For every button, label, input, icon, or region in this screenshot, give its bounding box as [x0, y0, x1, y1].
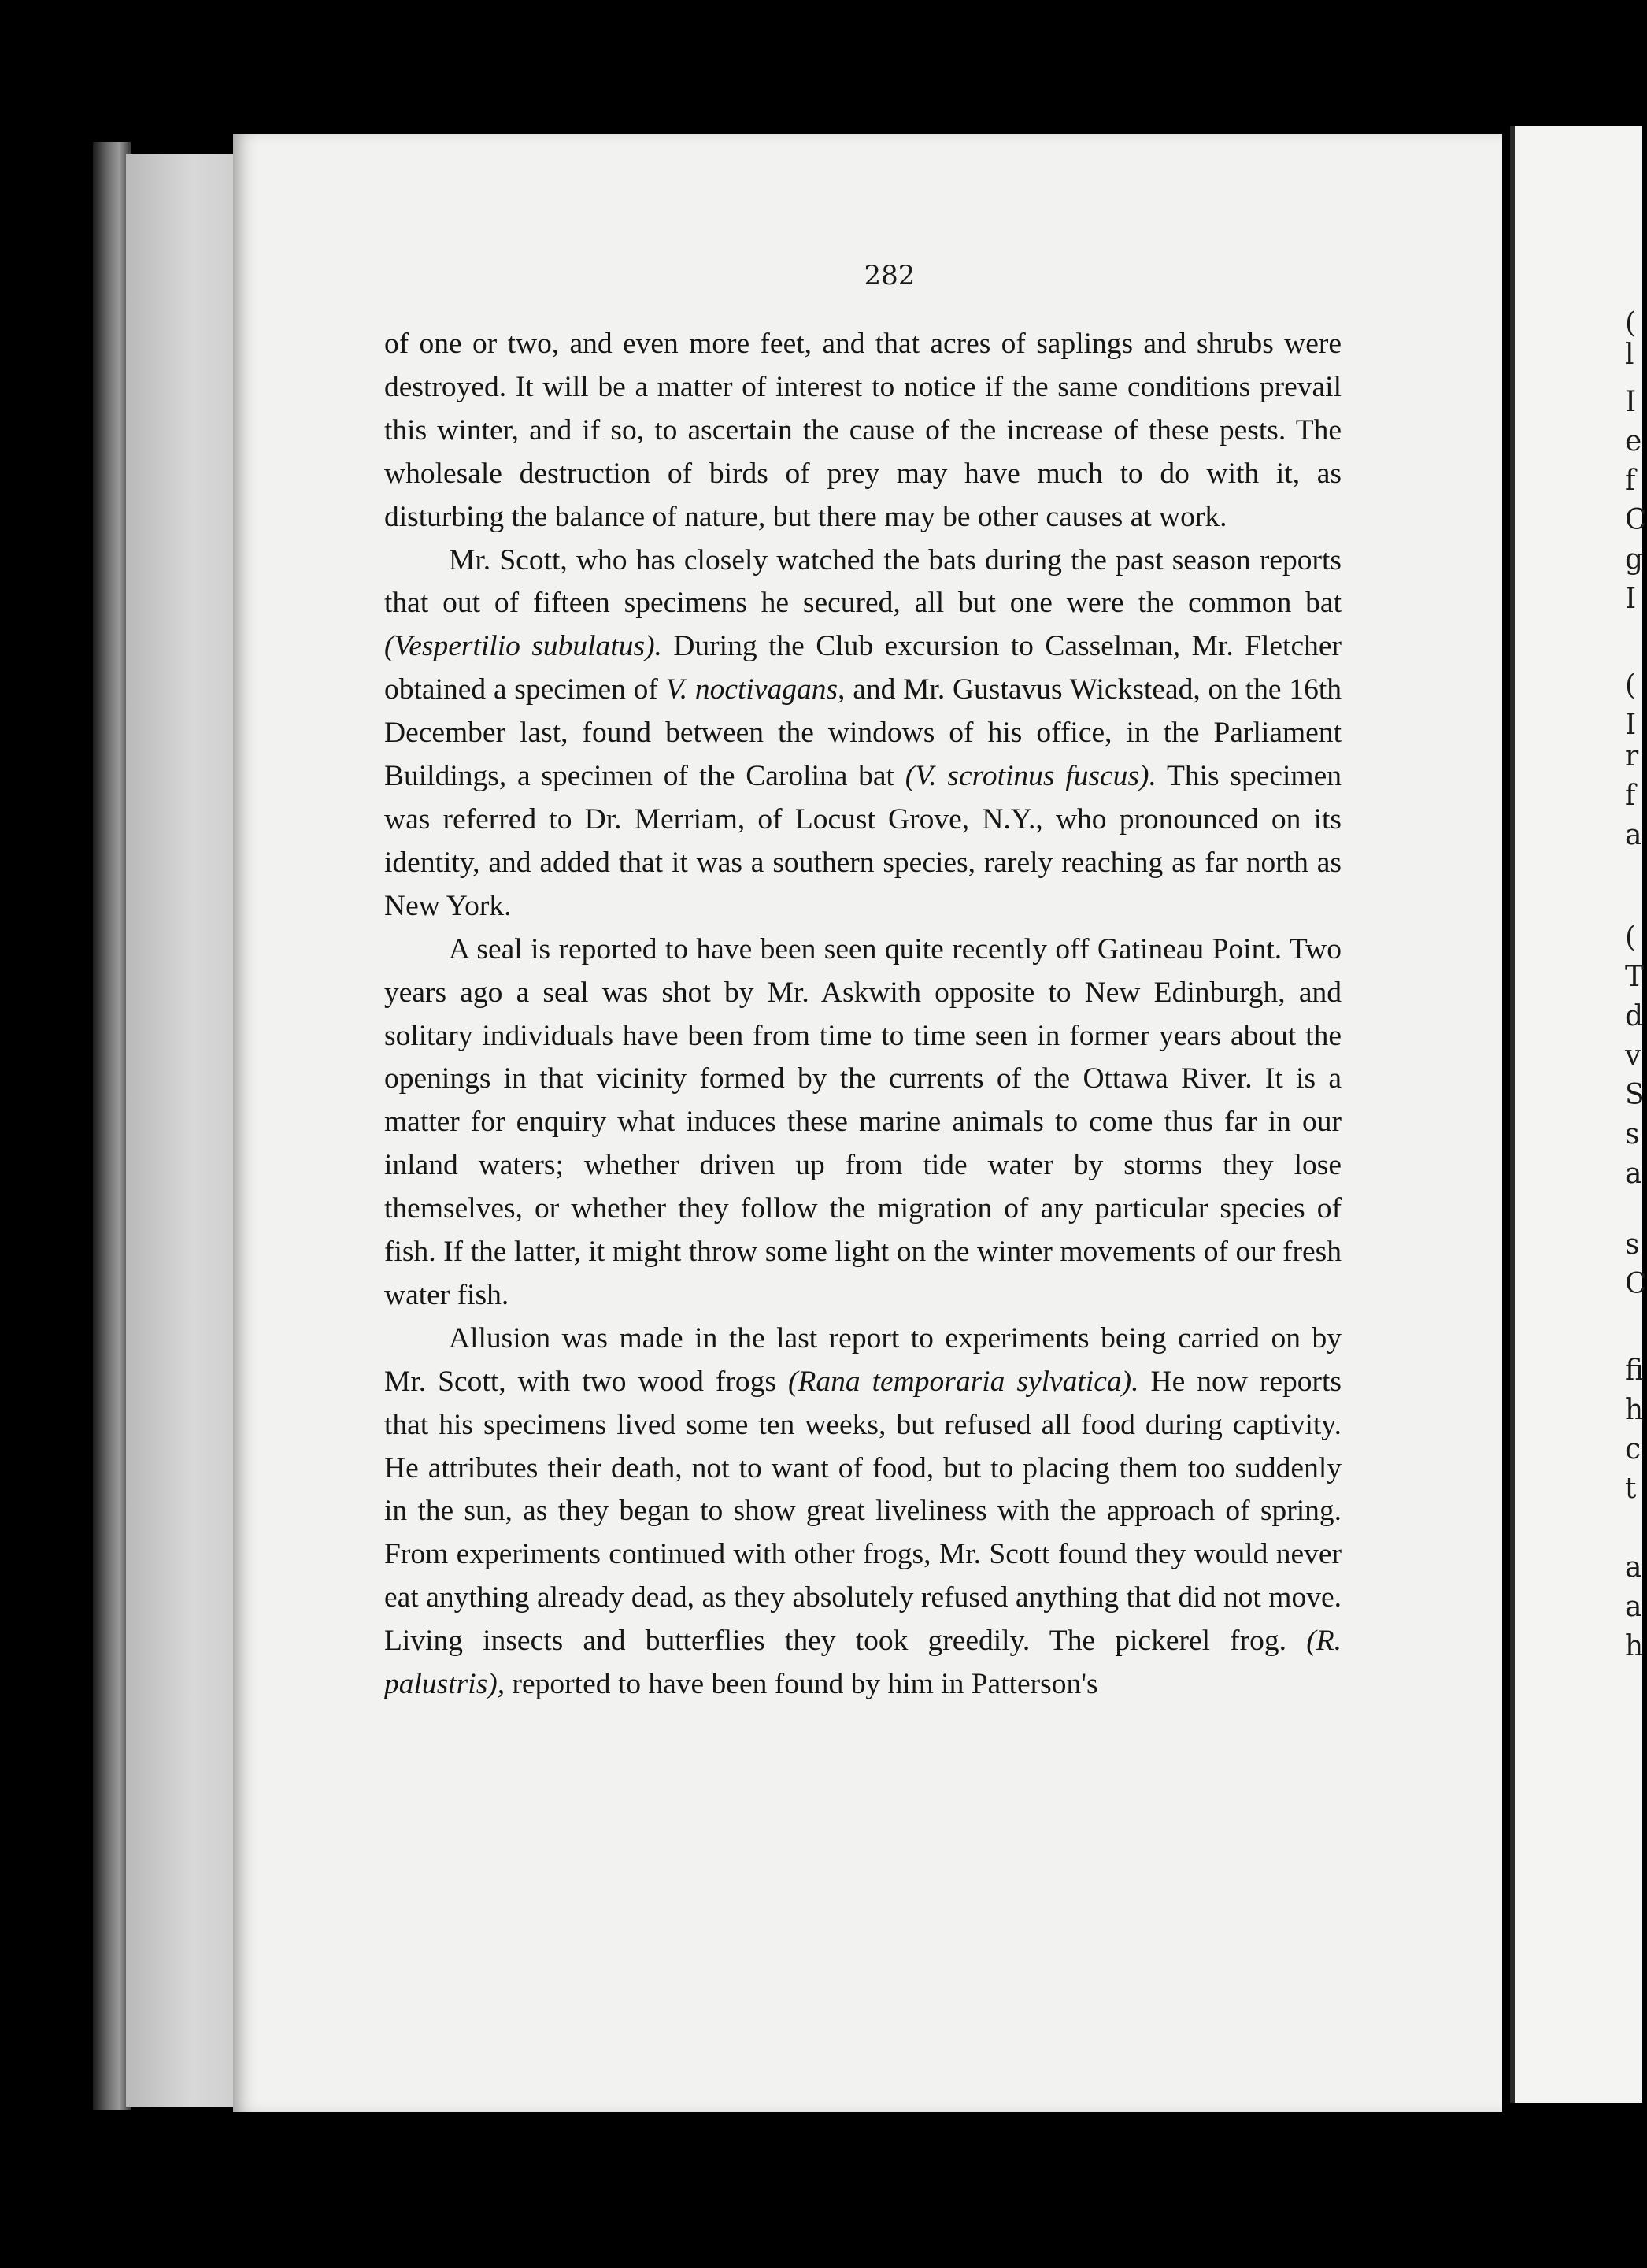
paragraph: [384, 928, 1342, 1317]
next-page-fragment: s: [1625, 1228, 1640, 1261]
next-page-fragment: c: [1625, 1433, 1641, 1466]
next-page-fragment: C: [1625, 1268, 1647, 1300]
text-run: He now reports that his specimens lived some ten weeks, but refused all food during captivity. He attributes their death, not to want of food, but to placing them too suddenly in the sun, as they began to show great liveliness with the approach of spring. From experiments continued with other frogs, Mr. Scott found they would never eat anything already dead, as they absolutely refused anything that did not move. Living insects and butterflies they took greedily. The pickerel frog.: [384, 1365, 1342, 1658]
species-name: (Vespertilio subulatus).: [384, 630, 662, 663]
next-page-fragment: (: [1625, 307, 1637, 339]
next-page-fragment: S: [1625, 1079, 1645, 1111]
paragraph: [384, 539, 1342, 928]
next-page-fragment: f: [1625, 780, 1636, 812]
next-page-fragment: h: [1625, 1630, 1644, 1662]
next-page-fragment: a: [1625, 1551, 1642, 1584]
paragraph: [384, 323, 1342, 539]
next-page-fragment: fi: [1625, 1354, 1645, 1387]
species-name: (Rana temporaria sylvatica).: [787, 1365, 1139, 1398]
next-page-fragment: I: [1625, 583, 1637, 615]
next-page-fragment: t: [1625, 1473, 1637, 1505]
next-page-fragment: s: [1625, 1118, 1640, 1151]
species-name: (R. palustris),: [384, 1625, 1342, 1701]
body-text: [384, 323, 1342, 1707]
next-page-fragment: d: [1625, 1000, 1644, 1032]
text-run: A seal is reported to have been seen quite recently off Gatineau Point. Two years ago a seal was shot by Mr. Askwith opposite to New Edinburgh, and solitary individuals have been from time to time seen in former years about the openings in that vicinity formed by the currents of the Ottawa River. It is a matter for enquiry what induces these marine animals to come thus far in our inland waters; whether driven up from tide water by storms they lose themselves, or whether they follow the migration of any particular species of fish. If the latter, it might throw some light on the winter movements of our fresh water fish.: [384, 932, 1342, 1311]
text-run: Mr. Scott, who has closely watched the bats during the past season reports that out of fifteen specimens he secured, all but one were the common bat: [384, 543, 1342, 620]
next-page-fragment: g: [1625, 543, 1644, 576]
text-run: reported to have been found by him in Patterson's: [505, 1668, 1098, 1701]
text-run: of one or two, and even more feet, and that acres of saplings and shrubs were destroyed. It will be a matter of interest to notice if the same conditions prevail this winter, and if so, to ascertain the cause of the increase of these pests. The wholesale destruction of birds of prey may have much to do with it, as disturbing the balance of nature, but there may be other causes at work.: [384, 328, 1342, 533]
species-name: V. noctivagans,: [665, 673, 846, 706]
next-page-fragment: e: [1625, 425, 1642, 458]
adjacent-page-edge: [1510, 126, 1647, 2103]
next-page-fragment: a: [1625, 1158, 1642, 1190]
next-page-fragment: l: [1625, 339, 1634, 371]
text-run: Allusion was made in the last report to experiments being carried on by Mr. Scott, with two wood frogs: [384, 1321, 1342, 1398]
next-page-fragment: T: [1625, 961, 1645, 993]
next-page-fragment: r: [1625, 740, 1639, 773]
species-name: (V. scrotinus fuscus).: [905, 760, 1157, 793]
next-page-fragment: I: [1625, 386, 1637, 418]
next-page-fragment: a: [1625, 819, 1642, 851]
next-page-fragment: f: [1625, 465, 1636, 497]
page-number: 282: [864, 260, 916, 291]
book-page: [233, 134, 1502, 2112]
text-run: During the Club excursion to Casselman, Mr. Fletcher obtained a specimen of: [384, 630, 1342, 706]
book-binding-edge: [93, 142, 131, 2110]
next-page-fragment: C: [1625, 504, 1647, 536]
text-run: This specimen was referred to Dr. Merriam, of Locust Grove, N.Y., who pronounced on its identity, and added that it was a southern species, rarely reaching as far north as New York.: [384, 760, 1342, 922]
next-page-fragment: h: [1625, 1394, 1644, 1426]
next-page-fragment: (: [1625, 669, 1637, 702]
next-page-fragment: (: [1625, 921, 1637, 954]
next-page-fragment: a: [1625, 1591, 1642, 1623]
paragraph: [384, 1317, 1342, 1707]
cover-board-edge: [126, 154, 236, 2107]
text-run: and Mr. Gustavus Wickstead, on the 16th December last, found between the windows of his office, in the Parliament Buildings, a specimen of the Carolina bat: [384, 673, 1342, 793]
next-page-fragment: v: [1625, 1040, 1641, 1072]
next-page-fragment: I: [1625, 709, 1637, 741]
